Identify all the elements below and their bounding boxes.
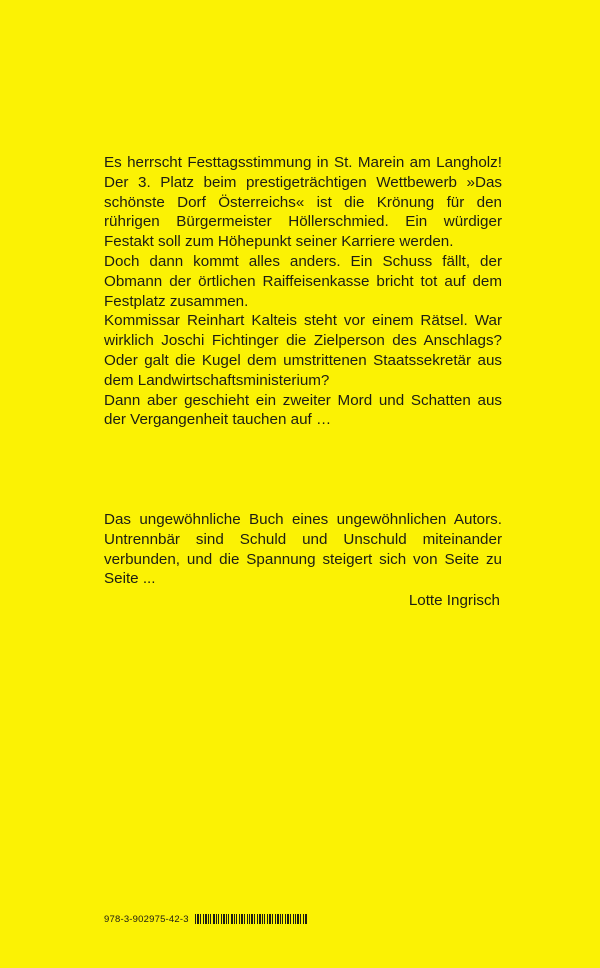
isbn-number: 978-3-902975-42-3 <box>104 913 189 925</box>
description-paragraph: Kommissar Reinhart Kalteis steht vor einem Rätsel. War wirklich Joschi Fichtinger die Zielperson des Anschlags? Oder galt die Kugel dem umstrittenen Staatssekretär aus dem Landwirtschaftsministerium? <box>104 312 502 389</box>
description-paragraph: Doch dann kommt alles anders. Ein Schuss fällt, der Obmann der örtlichen Raiffeisenkasse bricht tot auf dem Festplatz zusammen. <box>104 252 502 310</box>
barcode-icon <box>195 914 307 924</box>
review-quote <box>104 510 502 611</box>
book-description <box>104 153 502 430</box>
description-paragraph: Dann aber geschieht ein zweiter Mord und Schatten aus der Vergangenheit tauchen auf … <box>104 391 502 429</box>
description-paragraph: Es herrscht Festtagsstimmung in St. Marein am Langholz! Der 3. Platz beim prestigeträchtigen Wettbewerb »Das schönste Dorf Österreichs« ist die Krönung für den rührigen Bürgermeister Höllerschmied. Ein würdiger Festakt soll zum Höhepunkt seiner Karriere werden. <box>104 154 502 251</box>
quote-author: Lotte Ingrisch <box>408 592 500 610</box>
quote-text: Das ungewöhnliche Buch eines ungewöhnlichen Autors. Untrennbär sind Schuld und Unschuld miteinander verbunden, und die Spannung steigert sich von Seite zu Seite ... <box>104 511 502 588</box>
isbn-block <box>104 913 307 925</box>
